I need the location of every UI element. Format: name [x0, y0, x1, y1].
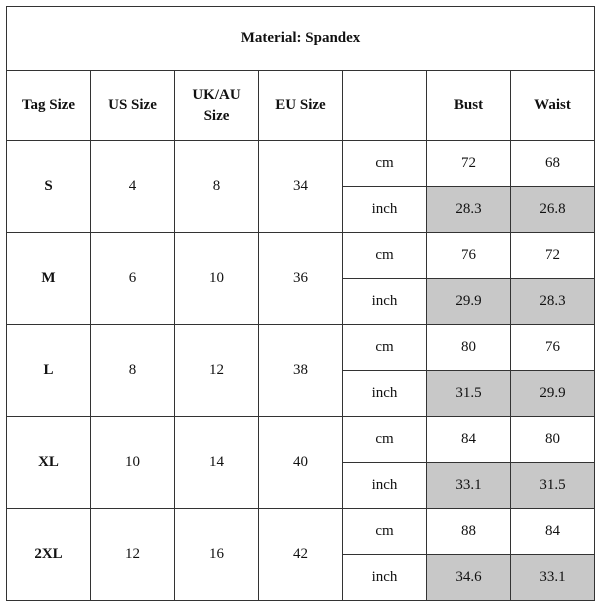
header-us-size: US Size: [91, 71, 175, 141]
bust-cm-cell: 72: [427, 141, 511, 187]
us-size-cell: 12: [91, 509, 175, 601]
tag-size-cell: M: [7, 233, 91, 325]
table-row: [7, 509, 595, 555]
table-row: [7, 417, 595, 463]
table-row: [7, 233, 595, 279]
tag-size-cell: L: [7, 325, 91, 417]
eu-size-cell: 36: [259, 233, 343, 325]
uk-size-cell: 8: [175, 141, 259, 233]
header-tag-size: Tag Size: [7, 71, 91, 141]
waist-cm-cell: 72: [511, 233, 595, 279]
size-table: [6, 6, 595, 601]
bust-inch-cell: 33.1: [427, 463, 511, 509]
waist-cm-cell: 76: [511, 325, 595, 371]
bust-cm-cell: 80: [427, 325, 511, 371]
waist-inch-cell: 29.9: [511, 371, 595, 417]
uk-size-cell: 16: [175, 509, 259, 601]
table-title: Material: Spandex: [7, 7, 595, 71]
unit-inch-cell: inch: [343, 279, 427, 325]
table-row: [7, 141, 595, 187]
unit-inch-cell: inch: [343, 187, 427, 233]
size-chart: [6, 6, 594, 596]
uk-size-cell: 12: [175, 325, 259, 417]
unit-cm-cell: cm: [343, 417, 427, 463]
bust-inch-cell: 29.9: [427, 279, 511, 325]
header-bust: Bust: [427, 71, 511, 141]
unit-inch-cell: inch: [343, 555, 427, 601]
waist-inch-cell: 31.5: [511, 463, 595, 509]
uk-size-cell: 10: [175, 233, 259, 325]
unit-cm-cell: cm: [343, 509, 427, 555]
header-row: [7, 71, 595, 141]
bust-inch-cell: 34.6: [427, 555, 511, 601]
waist-cm-cell: 68: [511, 141, 595, 187]
tag-size-cell: 2XL: [7, 509, 91, 601]
eu-size-cell: 40: [259, 417, 343, 509]
unit-inch-cell: inch: [343, 463, 427, 509]
bust-inch-cell: 28.3: [427, 187, 511, 233]
us-size-cell: 10: [91, 417, 175, 509]
unit-cm-cell: cm: [343, 141, 427, 187]
header-uk-au-line1: UK/AU: [192, 87, 241, 104]
unit-inch-cell: inch: [343, 371, 427, 417]
tag-size-cell: S: [7, 141, 91, 233]
us-size-cell: 6: [91, 233, 175, 325]
waist-inch-cell: 26.8: [511, 187, 595, 233]
unit-cm-cell: cm: [343, 325, 427, 371]
header-unit: [343, 71, 427, 141]
uk-size-cell: 14: [175, 417, 259, 509]
eu-size-cell: 34: [259, 141, 343, 233]
bust-cm-cell: 88: [427, 509, 511, 555]
bust-cm-cell: 84: [427, 417, 511, 463]
tag-size-cell: XL: [7, 417, 91, 509]
waist-cm-cell: 84: [511, 509, 595, 555]
waist-inch-cell: 33.1: [511, 555, 595, 601]
header-uk-au-line2: Size: [203, 107, 230, 124]
eu-size-cell: 38: [259, 325, 343, 417]
bust-inch-cell: 31.5: [427, 371, 511, 417]
unit-cm-cell: cm: [343, 233, 427, 279]
waist-cm-cell: 80: [511, 417, 595, 463]
table-row: [7, 325, 595, 371]
bust-cm-cell: 76: [427, 233, 511, 279]
header-eu-size: EU Size: [259, 71, 343, 141]
waist-inch-cell: 28.3: [511, 279, 595, 325]
header-uk-au-size: [175, 71, 259, 141]
us-size-cell: 8: [91, 325, 175, 417]
eu-size-cell: 42: [259, 509, 343, 601]
title-row: [7, 7, 595, 71]
us-size-cell: 4: [91, 141, 175, 233]
header-waist: Waist: [511, 71, 595, 141]
